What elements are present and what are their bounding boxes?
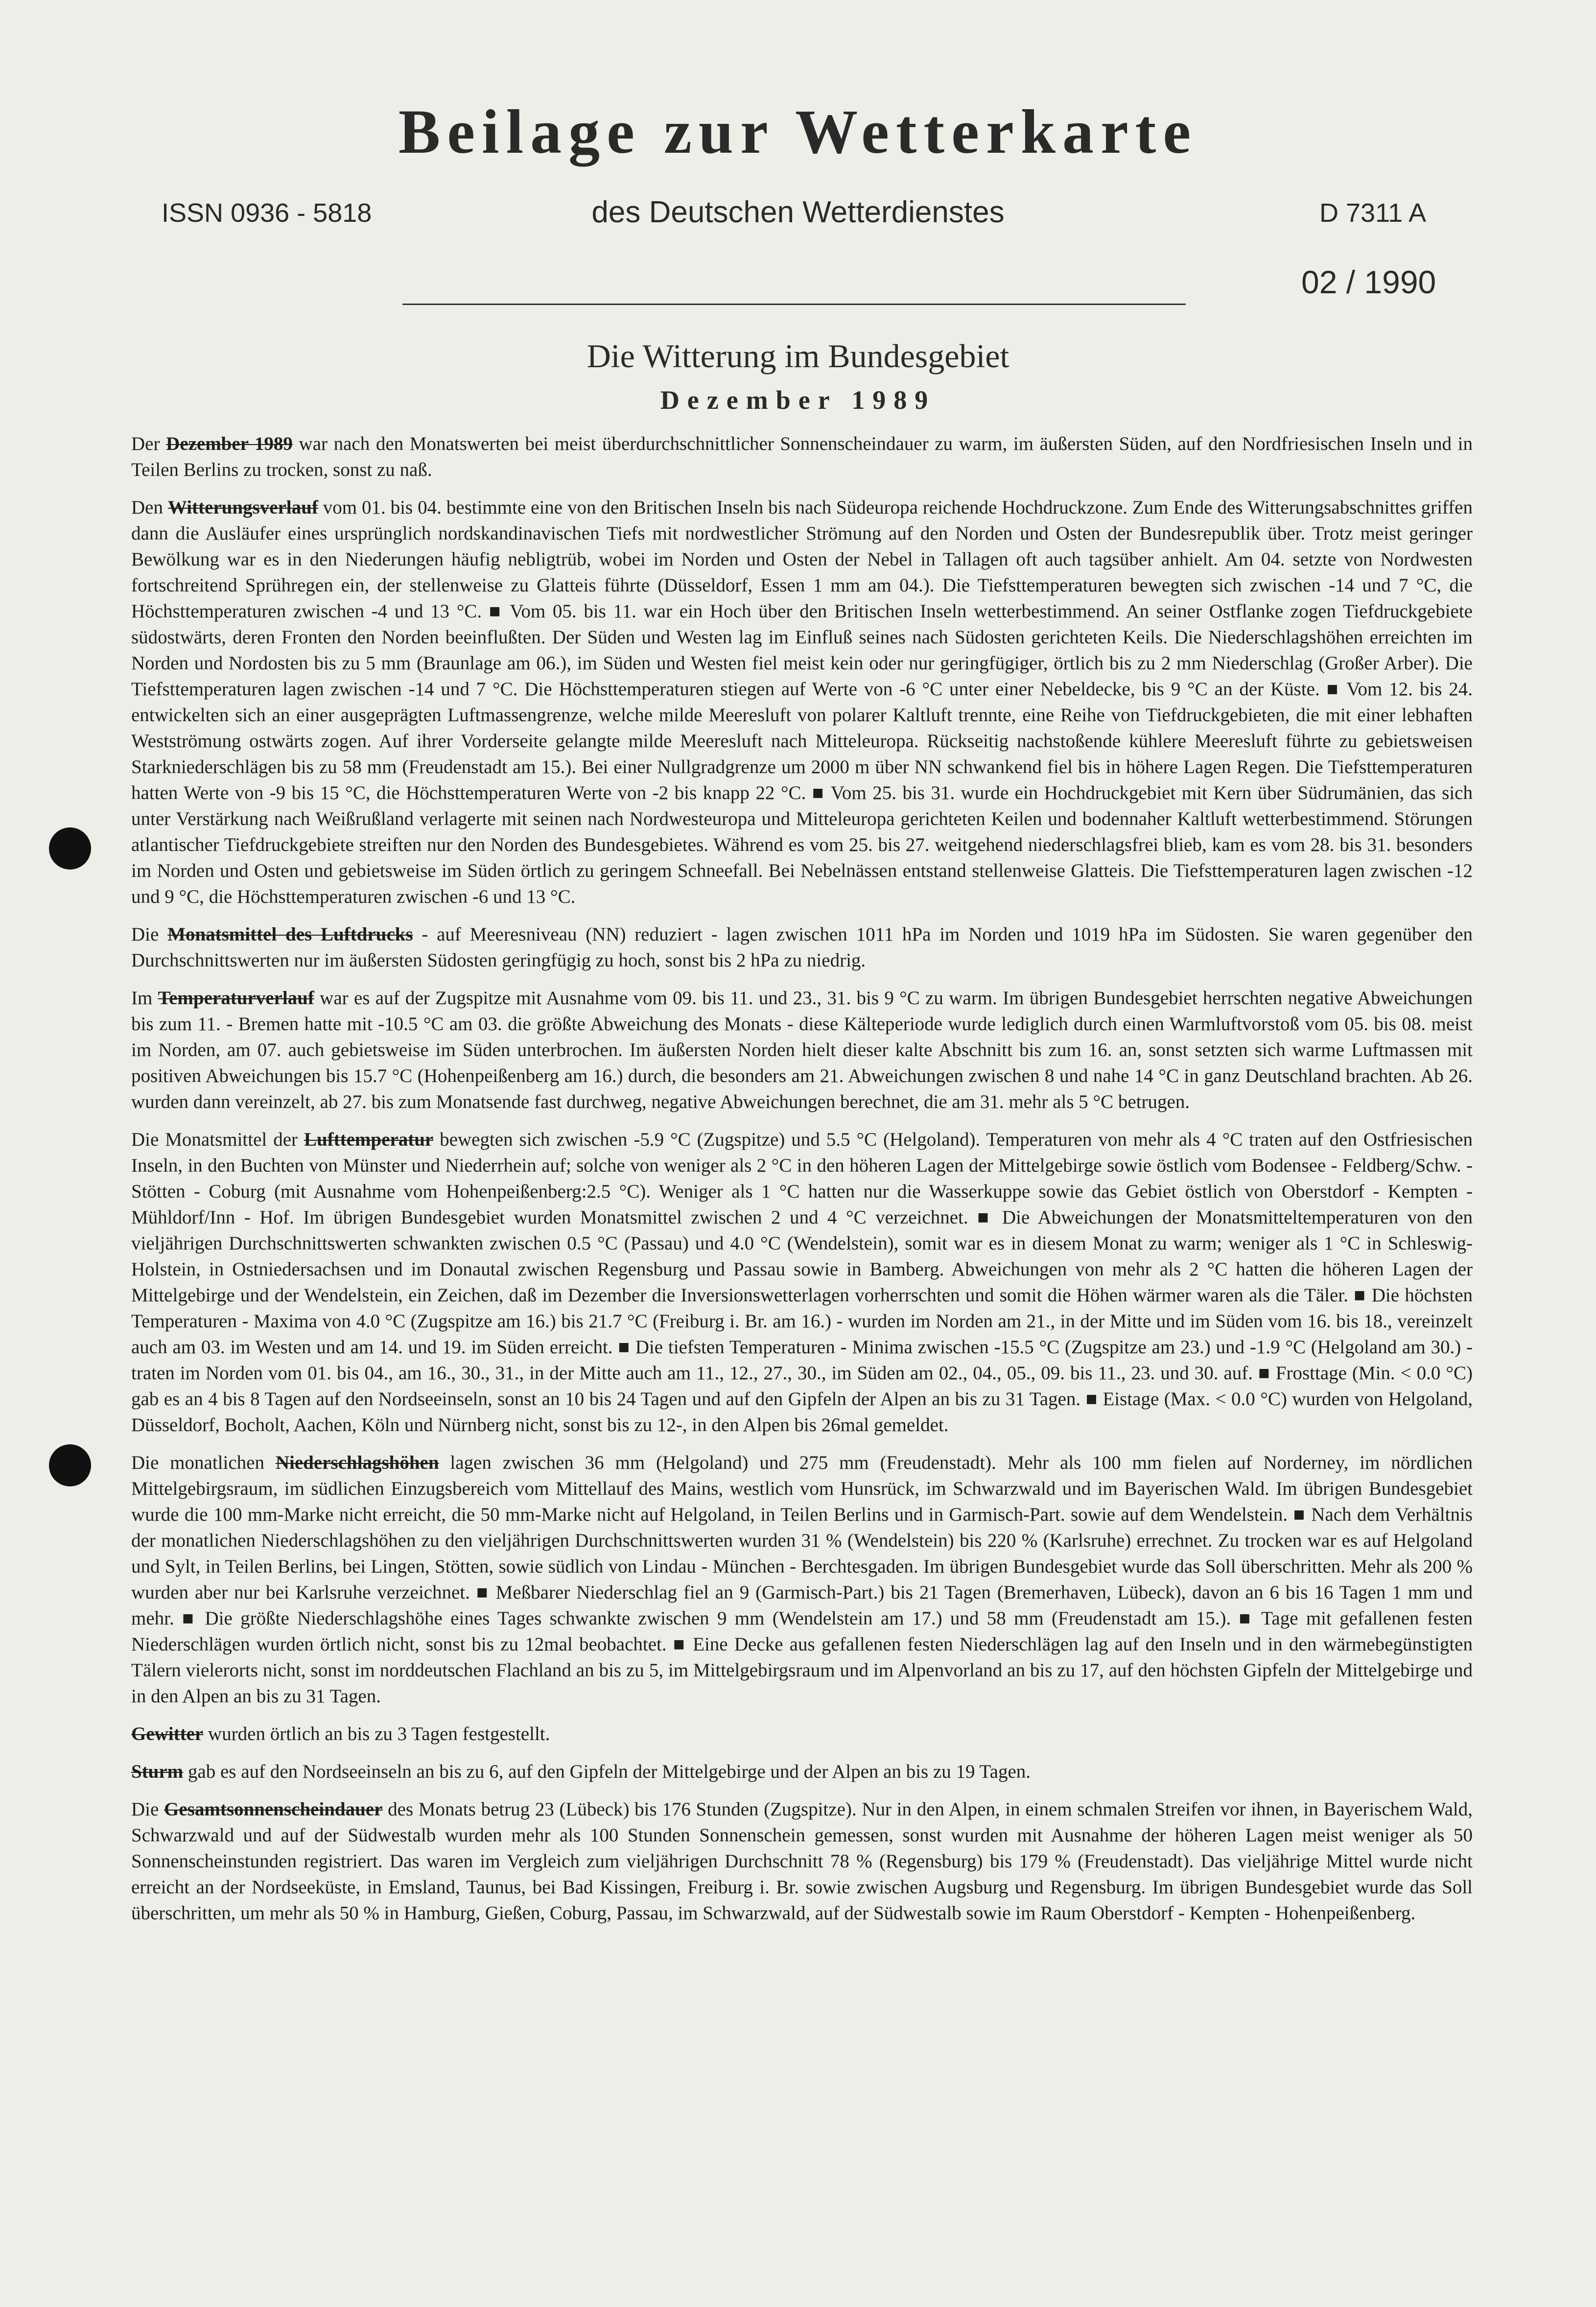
paragraph-temperature-course: Im Temperaturverlauf war es auf der Zugspitze mit Ausnahme vom 09. bis 11. und 23., 31. bis 9 °C zu warm. Im übrigen Bundesgebiet herrschten negative Abweichungen bis zum 11. - Bremen hatte mit -10.5 °C am 03. die größte Abweichung des Monats - diese Kälteperiode wurde lediglich durch einen Warmluftvorstoß vom 05. bis 08. meist im Norden, am 07. auch gebietsweise im Süden unterbrochen. Im äußersten Norden hielt dieser kalte Abschnitt bis zum 16. an, sonst setzten sich warme Luftmassen mit positiven Abweichungen bis 15.7 °C (Hohenpeißenberg am 16.) durch, die besonders am 21. Abweichungen zwischen 8 und nahe 14 °C in ganz Deutschland brachten. Ab 26. wurden dann vereinzelt, ab 27. bis zum Monatsende fast durchweg, negative Abweichungen berechnet, die am 31. mehr als 5 °C betrugen. [131,988,1473,1112]
paragraph-air-pressure: Die Monatsmittel des Luftdrucks - auf Meeresniveau (NN) reduziert - lagen zwischen 1011 hPa im Norden und 1019 hPa im Südosten. Sie waren gegenüber den Durchschnittswerten nur im äußersten Südosten geringfügig zu hoch, sonst bis 2 hPa zu niedrig. [131,924,1473,971]
paragraph-precipitation: Die monatlichen Niederschlagshöhen lagen zwischen 36 mm (Helgoland) und 275 mm (Freudenstadt). Mehr als 100 mm fielen auf Norderney, im nördlichen Mittelgebirgsraum, im südlichen Einzugsbereich vom Mittellauf des Mains, westlich vom Hunsrück, im Schwarzwald und im Bayerischen Wald. Im übrigen Bundesgebiet wurde die 100 mm-Marke nicht erreicht, die 50 mm-Marke nicht auf Helgoland, in Teilen Berlins und in Garmisch-Part. sowie auf dem Wendelstein. ■ Nach dem Verhältnis der monatlichen Niederschlagshöhen zu den vieljährigen Durchschnittswerten wurden 31 % (Wendelstein) bis 220 % (Karlsruhe) errechnet. Zu trocken war es auf Helgoland und Sylt, in Teilen Berlins, bei Lingen, Stötten, sowie südlich von Lindau - München - Berchtesgaden. Im übrigen Bundesgebiet wurde das Soll überschritten. Mehr als 200 % wurden aber nur bei Karlsruhe verzeichnet. ■ Meßbarer Niederschlag fiel an 9 (Garmisch-Part.) bis 21 Tagen (Bremerhaven, Lübeck), davon an 6 bis 16 Tagen 1 mm und mehr. ■ Die größte Niederschlagshöhe eines Tages schwankte zwischen 9 mm (Wendelstein am 17.) und 58 mm (Freudenstadt am 15.). ■ Tage mit gefallenen festen Niederschlägen wurden örtlich nicht, sonst bis zu 12mal beobachtet. ■ Eine Decke aus gefallenen festen Niederschlägen lag auf den Inseln und in den wärmebegünstigten Tälern vielerorts nicht, sonst im norddeutschen Flachland an bis zu 5, im Mittelgebirgsraum und im Alpenvorland an bis zu 17, auf den höchsten Gipfeln der Mittelgebirge und in den Alpen an bis zu 31 Tagen. [131,1452,1473,1707]
keyword: Dezember 1989 [166,433,293,454]
paragraph-thunderstorms: Gewitter wurden örtlich an bis zu 3 Tagen festgestellt. [131,1723,550,1744]
punch-hole-top [49,827,91,870]
keyword: Sturm [131,1761,184,1782]
publication-number: D 7311 A [1319,198,1427,228]
keyword: Lufttemperatur [304,1129,434,1150]
keyword: Monatsmittel des Luftdrucks [167,924,413,945]
keyword: Gewitter [131,1723,204,1744]
keyword: Witterungsverlauf [167,497,318,518]
issue-number: 02 / 1990 [1301,264,1436,300]
masthead-subtitle: des Deutschen Wetterdienstes [591,195,1005,229]
masthead-title: Beilage zur Wetterkarte [398,97,1198,166]
paragraph-summary: Der Dezember 1989 war nach den Monatswerten bei meist überdurchschnittlicher Sonnenscheindauer zu warm, im äußersten Süden, auf den Nordfriesischen Inseln und in Teilen Berlins zu trocken, sonst zu naß. [131,433,1473,480]
issn-label: ISSN 0936 - 5818 [162,198,372,228]
report-title: Die Witterung im Bundesgebiet [587,337,1009,375]
keyword: Gesamtsonnenscheindauer [164,1799,383,1820]
report-month: Dezember 1989 [660,385,936,415]
paragraph-storm: Sturm gab es auf den Nordseeinseln an bis zu 6, auf den Gipfeln der Mittelgebirge und der Alpen an bis zu 19 Tagen. [131,1761,1031,1782]
paragraph-weather-course: Den Witterungsverlauf vom 01. bis 04. bestimmte eine von den Britischen Inseln bis nach Südeuropa reichende Hochdruckzone. Zum Ende des Witterungsabschnittes griffen dann die Ausläufer eines ursprünglich nordskandinavischen Tiefs mit nordwestlicher Strömung auf den Norden und Osten der Bundesrepublik über. Trotz meist geringer Bewölkung war es in den Niederungen häufig nebligtrüb, wobei im Norden und Osten der Nebel in Tallagen oft auch tagsüber anhielt. Am 04. setzte von Nordwesten fortschreitend Sprühregen ein, der stellenweise zu Glatteis führte (Düsseldorf, Essen 1 mm am 04.). Die Tiefsttemperaturen bewegten sich zwischen -14 und 7 °C, die Höchsttemperaturen zwischen -4 und 13 °C. ■ Vom 05. bis 11. war ein Hoch über den Britischen Inseln wetterbestimmend. An seiner Ostflanke zogen Tiefdruckgebiete südostwärts, deren Fronten den Norden beeinflußten. Der Süden und Westen lag im Einfluß seines nach Südosten gerichteten Keils. Die Niederschlagshöhen erreichten im Norden und Nordosten bis zu 5 mm (Braunlage am 06.), im Süden und Westen fiel meist kein oder nur geringfügiger, örtlich bis zu 2 mm Niederschlag (Großer Arber). Die Tiefsttemperaturen lagen zwischen -14 und 7 °C. Die Höchsttemperaturen stiegen auf Werte von -6 °C unter einer Nebeldecke, bis 9 °C an der Küste. ■ Vom 12. bis 24. entwickelten sich an einer ausgeprägten Luftmassengrenze, welche milde Meeresluft von polarer Kaltluft trennte, eine Reihe von Tiefdruckgebieten, die mit einer lebhaften Westströmung ostwärts zogen. Auf ihrer Vorderseite gelangte milde Meeresluft nach Mitteleuropa. Rückseitig nachstoßende kühlere Meeresluft führte zu gebietsweisen Starkniederschlägen bis zu 58 mm (Freudenstadt am 15.). Bei einer Nullgradgrenze um 2000 m über NN schwankend fiel bis in höhere Lagen Regen. Die Tiefsttemperaturen hatten Werte von -9 bis 15 °C, die Höchsttemperaturen Werte von -2 bis knapp 22 °C. ■ Vom 25. bis 31. wurde ein Hochdruckgebiet mit Kern über Südrumänien, das sich unter Verstärkung nach Weißrußland verlagerte mit seinen nach Nordwesteuropa und Mitteleuropa gerichteten Keilen und bodennaher Kaltluft wetterbestimmend. Störungen atlantischer Tiefdruckgebiete streiften nur den Norden des Bundesgebietes. Während es vom 25. bis 27. weitgehend niederschlagsfrei blieb, kam es vom 28. bis 31. besonders im Norden und Osten und gebietsweise im Süden örtlich zu geringem Schneefall. Bei Nebelnässen entstand stellenweise Glatteis. Die Tiefsttemperaturen lagen zwischen -12 und 9 °C, die Höchsttemperaturen zwischen -6 und 13 °C. [131,497,1473,907]
report-body [131,431,1473,1938]
keyword: Temperaturverlauf [158,988,314,1009]
paragraph-air-temperature: Die Monatsmittel der Lufttemperatur bewegten sich zwischen -5.9 °C (Zugspitze) und 5.5 °C (Helgoland). Temperaturen von mehr als 4 °C traten auf den Ostfriesischen Inseln, in den Buchten von Münster und Niederrhein auf; solche von weniger als 2 °C in den höheren Lagen der Mittelgebirge sowie östlich vom Bodensee - Feldberg/Schw. - Stötten - Coburg (mit Ausnahme vom Hohenpeißenberg:2.5 °C). Weniger als 1 °C hatten nur die Wasserkuppe sowie das Gebiet östlich von Oberstdorf - Kempten - Mühldorf/Inn - Hof. Im übrigen Bundesgebiet wurden Monatsmittel zwischen 2 und 4 °C verzeichnet. ■ Die Abweichungen der Monatsmitteltemperaturen von den vieljährigen Durchschnittswerten schwankten zwischen 0.5 °C (Passau) und 4.0 °C (Wendelstein), somit war es in diesem Monat zu warm; weniger als 1 °C in Schleswig-Holstein, in Ostniedersachsen und im Donautal zwischen Regensburg und Passau sowie in Bamberg. Abweichungen von mehr als 2 °C hatten die höheren Lagen der Mittelgebirge und der Wendelstein, ein Zeichen, daß im Dezember die Inversionswetterlagen vorherrschten und somit die Höhen wärmer waren als die Täler. ■ Die höchsten Temperaturen - Maxima von 4.0 °C (Zugspitze am 16.) bis 21.7 °C (Freiburg i. Br. am 16.) - wurden im Norden am 21., in der Mitte und im Süden vom 16. bis 18., vereinzelt auch am 03. im Westen und am 14. und 19. im Süden erreicht. ■ Die tiefsten Temperaturen - Minima zwischen -15.5 °C (Zugspitze am 23.) und -1.9 °C (Helgoland am 30.) - traten im Norden vom 01. bis 04., am 16., 30., 31., in der Mitte auch am 11., 12., 27., 30., im Süden am 02., 04., 05., 09. bis 11., 23. und 30. auf. ■ Frosttage (Min. < 0.0 °C) gab es an 4 bis 8 Tagen auf den Nordseeinseln, sonst an 10 bis 24 Tagen und auf den Gipfeln der Alpen an bis zu 31 Tagen. ■ Eistage (Max. < 0.0 °C) wurden von Helgoland, Düsseldorf, Bocholt, Aachen, Köln und Nürnberg nicht, sonst bis zu 12-, in den Alpen bis 26mal gemeldet. [131,1129,1473,1436]
paragraph-sunshine: Die Gesamtsonnenscheindauer des Monats betrug 23 (Lübeck) bis 176 Stunden (Zugspitze). Nur in den Alpen, in einem schmalen Streifen vor ihnen, in Bayerischem Wald, Schwarzwald und auf der Südwestalb wurden mehr als 100 Stunden Sonnenschein gemessen, sonst wurden mit Ausnahme der höheren Lagen meist weniger als 50 Sonnenscheinstunden registriert. Das waren im Vergleich zum vieljährigen Durchschnitt 78 % (Regensburg) bis 179 % (Freudenstadt). Das vieljährige Mittel wurde nicht erreicht an der Nordseeküste, in Emsland, Taunus, bei Bad Kissingen, Freiburg i. Br. sowie zwischen Augsburg und Regensburg. Im übrigen Bundesgebiet wurde das Soll überschritten, um mehr als 50 % in Hamburg, Gießen, Coburg, Passau, im Schwarzwald, auf der Südwestalb sowie im Raum Oberstdorf - Kempten - Hohenpeißenberg. [131,1799,1473,1924]
masthead-divider [402,304,1186,305]
keyword: Niederschlagshöhen [275,1452,439,1473]
punch-hole-bottom [49,1444,91,1486]
